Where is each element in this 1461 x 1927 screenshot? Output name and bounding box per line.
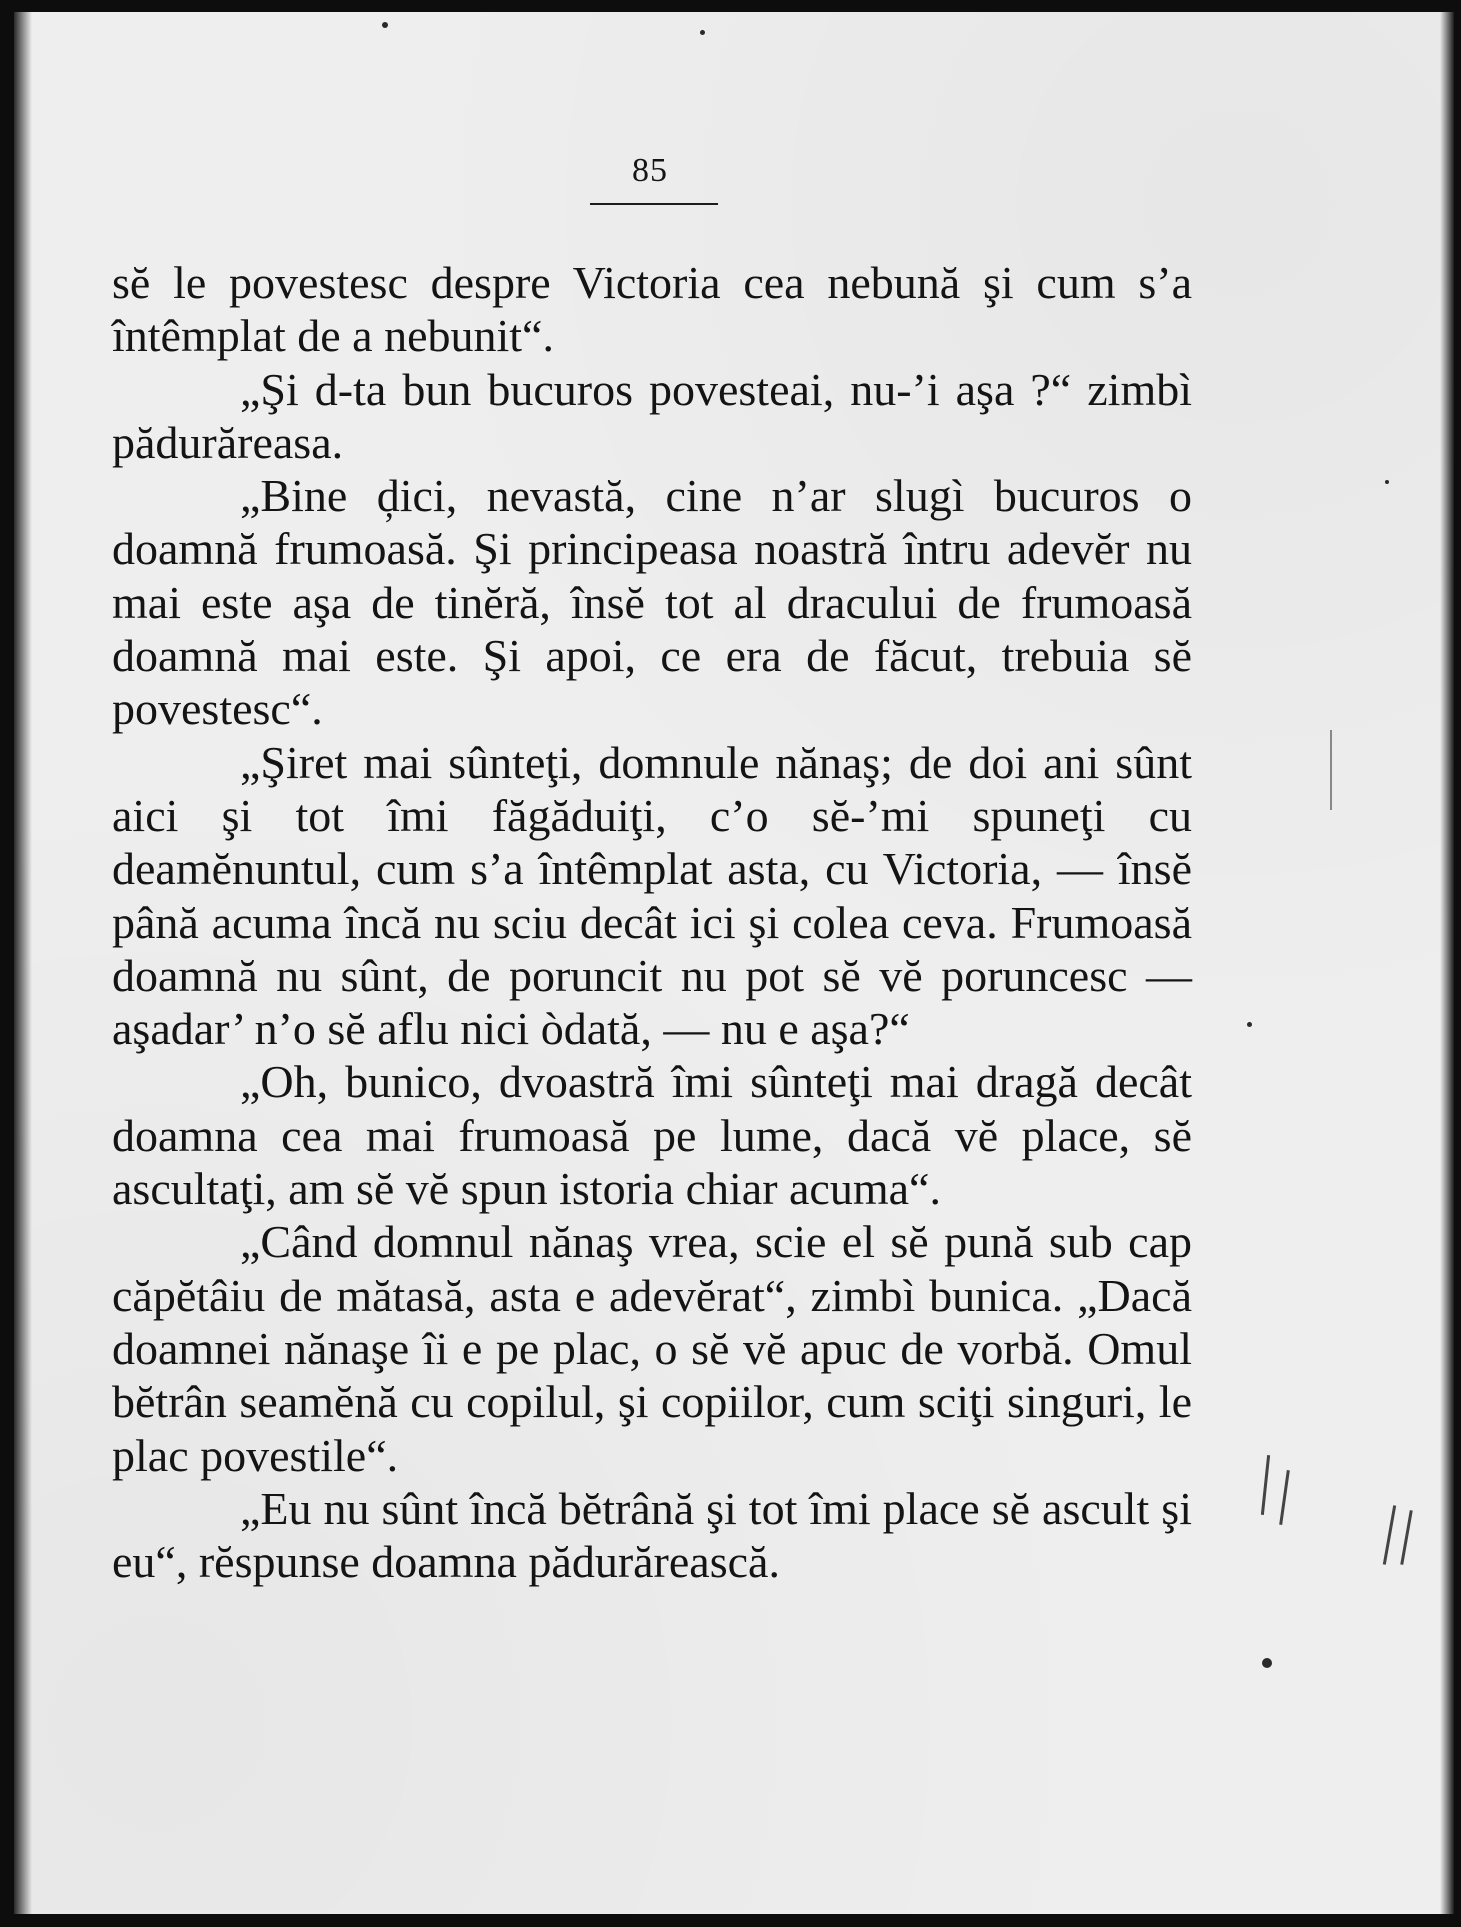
scan-speck	[700, 30, 705, 35]
scan-speck	[1247, 1022, 1252, 1027]
page-number-rule	[590, 203, 718, 205]
paragraph-5: „Oh, bunico, dvoastră îmi sûnteţi mai dragă decât doamna cea mai frumoasă pe lume, dacă vĕ place, sĕ ascultaţi, am sĕ vĕ spun istoria chiar acuma“.	[112, 1056, 1192, 1215]
page-left-shadow	[14, 12, 32, 1914]
paragraph-6: „Când domnul nănaş vrea, scie el sĕ pună sub cap căpĕtâiu de mătasă, asta e adevĕrat“, zimbì bunica. „Dacă doamnei nănaşe îi e pe plac, o sĕ vĕ apuc de vorbă. Omul bĕtrân seamĕnă cu copilul, şi copiilor, cum sciţi singuri, le plac povestile“.	[112, 1216, 1192, 1481]
paragraph-1: sĕ le povestesc despre Victoria cea nebună şi cum s’a întêmplat de a nebunit“.	[112, 257, 1192, 362]
scan-speck	[1262, 1658, 1272, 1668]
scan-speck	[382, 22, 388, 28]
paragraph-4: „Şiret mai sûnteţi, domnule nănaş; de doi ani sûnt aici şi tot îmi făgăduiţi, c’o sĕ-’mi spuneţi cu deamĕnuntul, cum s’a întêmplat asta, cu Victoria, — însĕ până acuma încă nu sciu decât ici şi colea ceva. Frumoasă doamnă nu sûnt, de poruncit nu pot sĕ vĕ poruncesc — aşadar’ n’o sĕ aflu nici òdată, — nu e aşa?“	[112, 736, 1192, 1055]
scan-speck	[1385, 480, 1389, 484]
scan-scratch	[1330, 730, 1332, 810]
paragraph-3: „Bine ḑici, nevastă, cine n’ar slugì bucuros o doamnă frumoasă. Şi principeasa noastră întru adevĕr nu mai este aşa de tinĕră, însĕ tot al dracului de frumoasă doamnă mai este. Şi apoi, ce era de făcut, trebuia sĕ povestesc“.	[112, 470, 1192, 735]
paragraph-2: „Şi d-ta bun bucuros povesteai, nu-’i aşa ?“ zimbì pădurăreasa.	[112, 363, 1192, 468]
page-right-shadow	[1440, 12, 1454, 1914]
body-text	[112, 256, 1192, 1588]
page-number: 85	[632, 152, 668, 189]
paragraph-7: „Eu nu sûnt încă bĕtrână şi tot îmi place sĕ ascult şi eu“, rĕspunse doamna pădurărească.	[112, 1482, 1192, 1588]
